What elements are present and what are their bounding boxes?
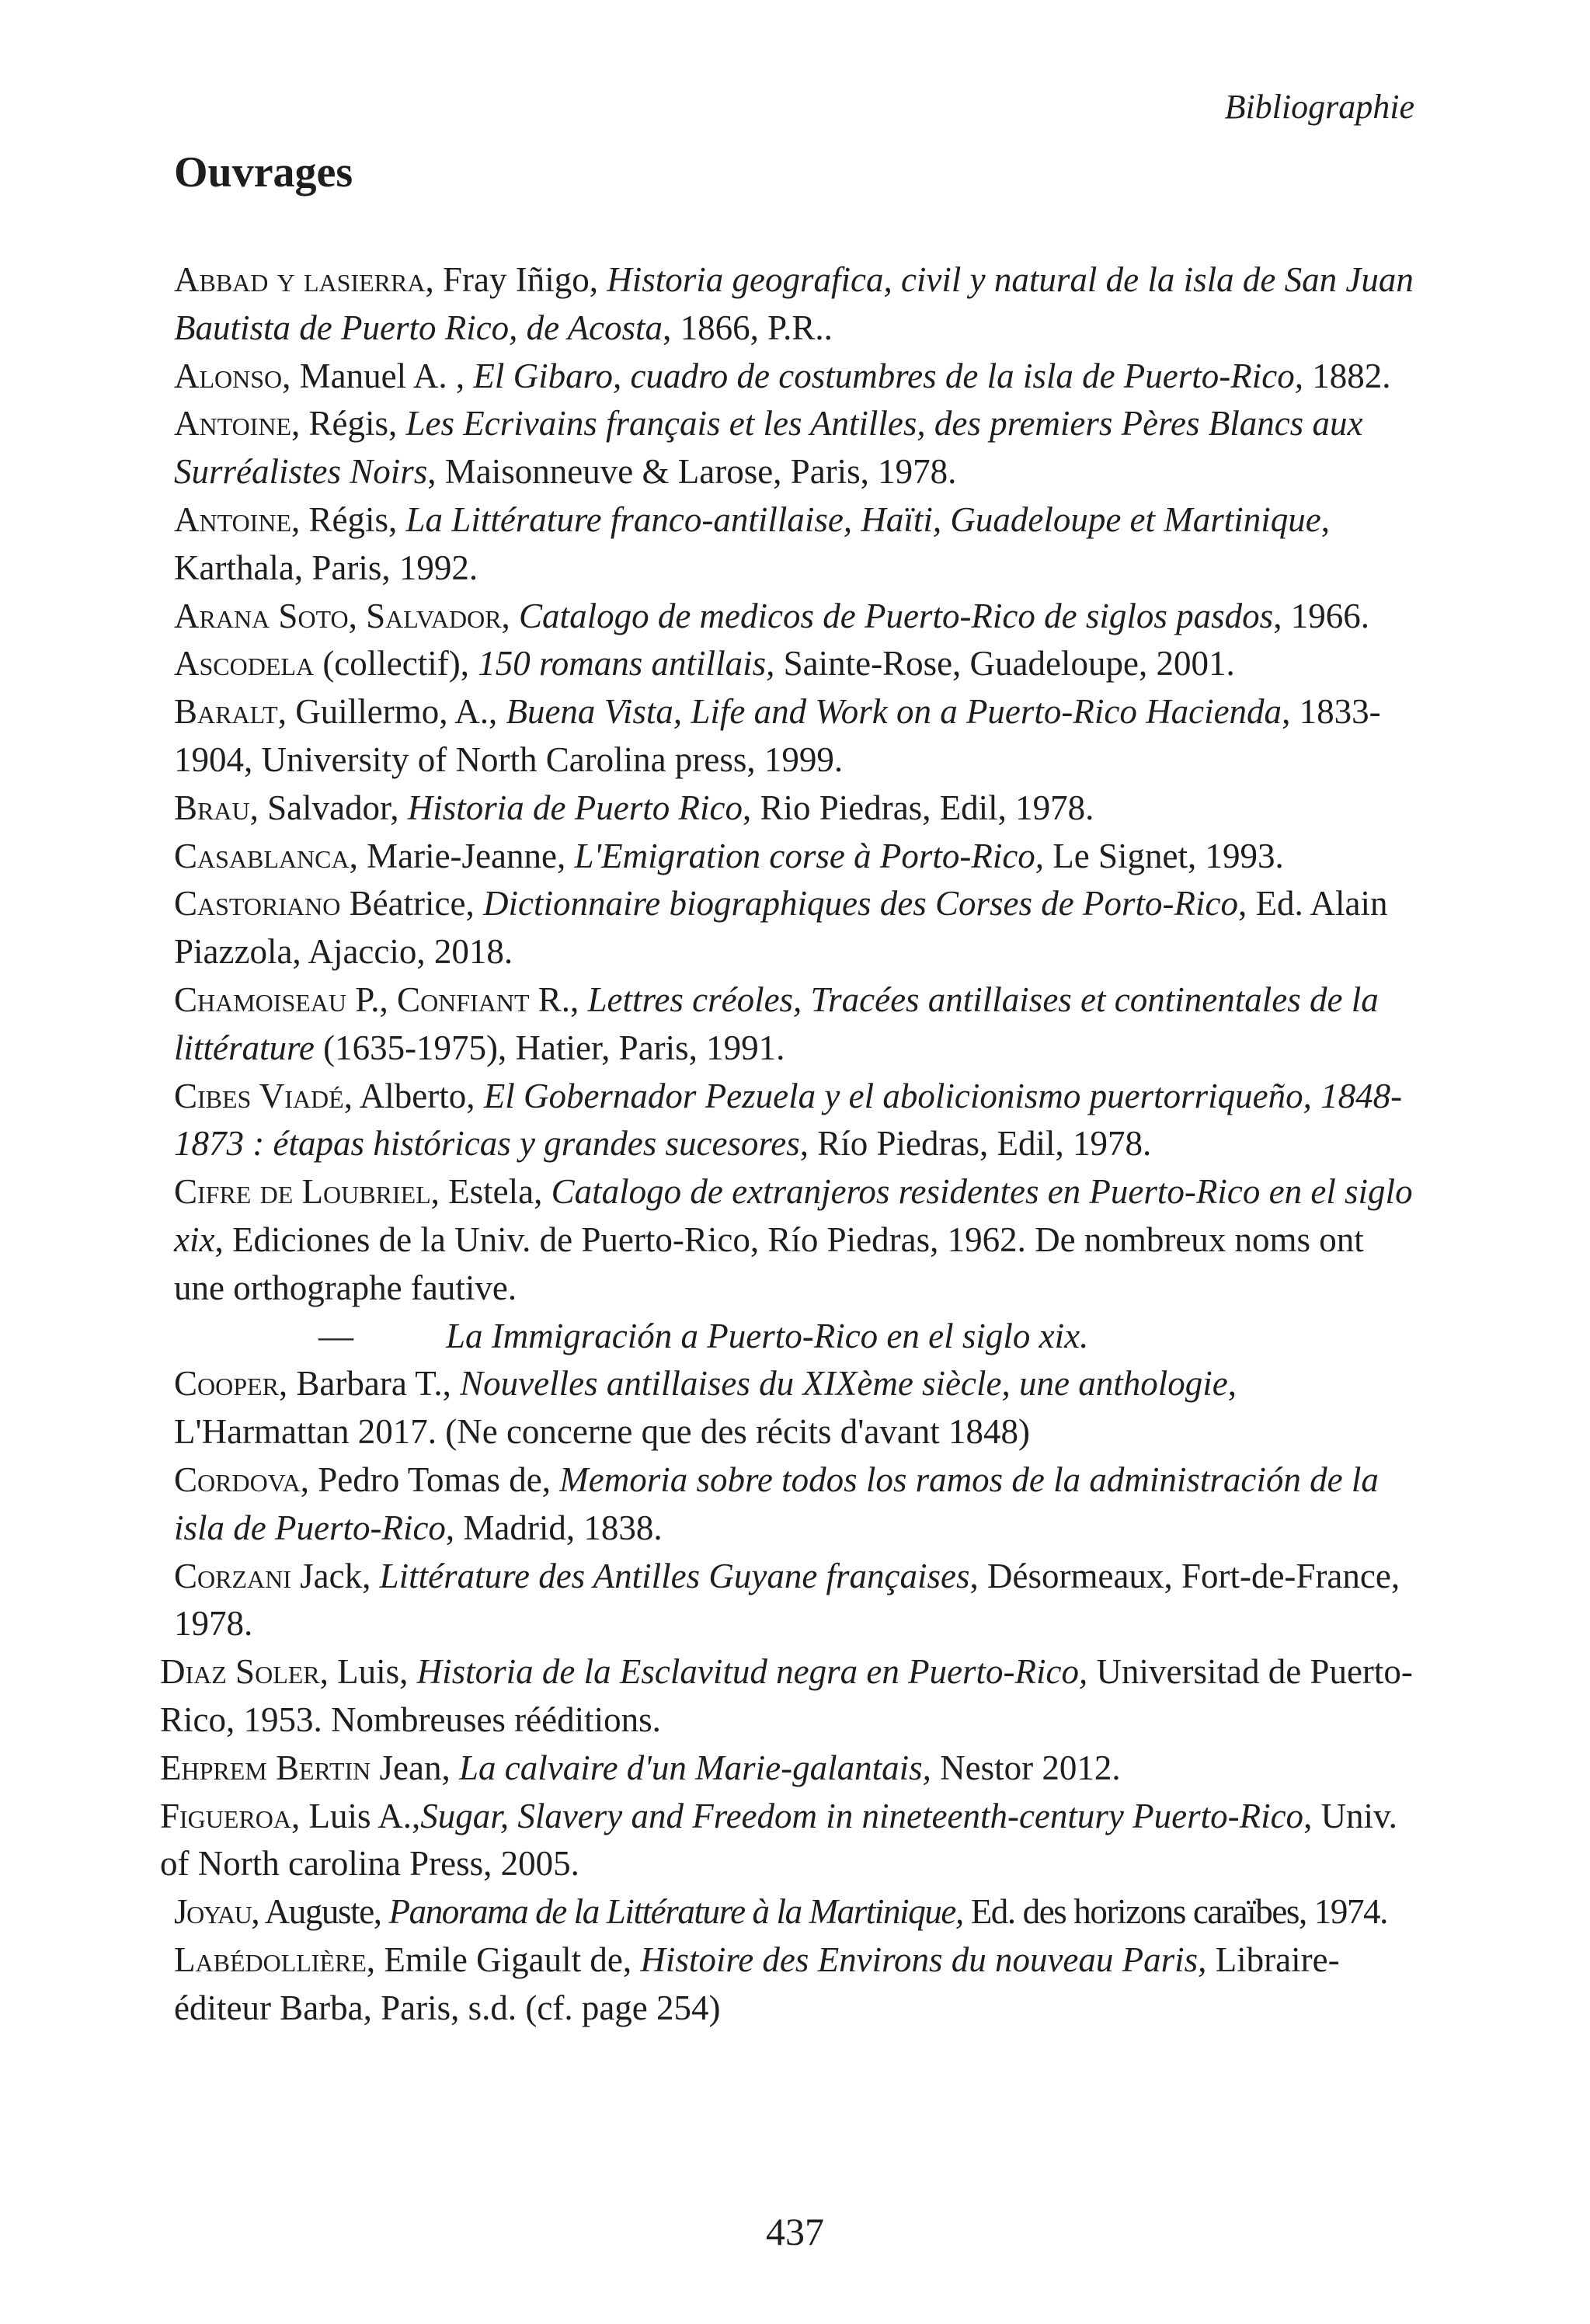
bibliography-entry — [174, 1456, 1417, 1553]
entry-title: La Immigración a Puerto-Rico en el siglo xix. — [446, 1316, 1089, 1355]
entry-title: Historia de Puerto Rico — [407, 788, 743, 827]
entry-author: Abbad y lasierra — [174, 260, 426, 299]
page-number: 437 — [766, 2210, 824, 2253]
entry-author: Arana Soto, Salvador — [174, 596, 502, 635]
entry-text: Universitad de Puerto-Rico, 1953. Nombreuses rééditions. — [160, 1652, 1413, 1739]
entry-title: Historia geografica, civil y natural de la isla de San Juan Bautista de Puerto Rico, de Acosta — [174, 260, 1414, 347]
entry-author: Diaz Soler — [160, 1652, 320, 1692]
entry-title: Memoria sobre todos los ramos de la administración de la isla de Puerto-Rico — [174, 1459, 1379, 1547]
entry-text: , 1833-1904, University of North Carolina press, 1999. — [174, 692, 1381, 779]
entry-author: Baralt — [174, 692, 278, 732]
entry-author: Figueroa — [160, 1796, 292, 1835]
entry-title: Lettres créoles, Tracées antillaises et continentales de la littérature — [174, 979, 1379, 1067]
entry-text: , Régis, — [291, 404, 406, 444]
entry-title: El Gobernador Pezuela y el abolicionismo puertorriqueño, 1848-1873 : étapas históricas y grandes sucesores — [174, 1076, 1403, 1164]
bibliography-entry — [174, 1360, 1417, 1456]
repeat-author-dash: — — [318, 1316, 353, 1355]
entry-author: Castoriano — [174, 884, 341, 924]
entry-text: , — [501, 596, 520, 635]
entry-author: Chamoiseau P., Confiant R. — [174, 979, 571, 1019]
entry-text: , Karthala, Paris, 1992. — [174, 499, 1331, 587]
entry-text: Jean, — [371, 1748, 460, 1787]
entry-text: Libraire-éditeur Barba, Paris, s.d. (cf. page 254) — [174, 1940, 1340, 2027]
entry-author: Casablanca — [174, 836, 350, 875]
entry-text: 1882. — [1303, 356, 1391, 395]
entry-author: Alonso — [174, 356, 283, 395]
entry-text: Béatrice, — [340, 884, 483, 924]
entry-author: Cordova — [174, 1459, 301, 1499]
entry-title: Buena Vista, Life and Work on a Puerto-Rico Hacienda — [506, 692, 1282, 732]
bibliography-entry — [174, 1073, 1417, 1169]
entry-title: Catalogo de extranjeros residentes en Puerto-Rico en el siglo xix — [174, 1172, 1413, 1259]
entry-text: (1635-1975), Hatier, Paris, 1991. — [314, 1028, 785, 1067]
entry-author: Cibes Viadé — [174, 1076, 344, 1115]
entry-text: , Estela, — [430, 1172, 551, 1212]
bibliography-entry — [174, 353, 1417, 401]
section-title: Ouvrages — [174, 148, 353, 197]
entry-text: , — [570, 979, 588, 1019]
entry-title: La Littérature franco-antillaise, Haïti, Guadeloupe et Martinique — [405, 499, 1321, 539]
entry-author: Antoine — [174, 404, 291, 444]
entry-title: Panorama de la Littérature à la Martinique, — [388, 1892, 963, 1932]
entry-text: , Marie-Jeanne, — [349, 836, 575, 875]
entry-text: , Désormeaux, Fort-de-France, 1978. — [174, 1556, 1400, 1644]
bibliography-entry — [174, 1553, 1417, 1649]
bibliography-entry — [174, 256, 1417, 353]
entry-text: , Auguste, — [251, 1892, 389, 1932]
entry-text: Nestor 2012. — [931, 1748, 1121, 1787]
entry-text: , Manuel A. , — [282, 356, 474, 395]
entry-text: , Maisonneuve & Larose, Paris, 1978. — [427, 452, 957, 492]
bibliography-entry — [174, 880, 1417, 976]
entry-text: , Rio Piedras, Edil, 1978. — [742, 788, 1094, 827]
entry-title: El Gibaro, cuadro de costumbres de la isla de Puerto-Rico, — [473, 356, 1303, 395]
bibliography-entry — [174, 688, 1417, 785]
entry-title: Catalogo de medicos de Puerto-Rico de siglos pasdos — [519, 596, 1274, 635]
entry-title: Sugar, Slavery and Freedom in nineteenth-century Puerto-Rico — [420, 1796, 1304, 1835]
entry-author: Antoine — [174, 499, 291, 539]
bibliography-entry — [174, 1313, 1417, 1361]
entry-title: 150 romans antillais, — [478, 644, 775, 684]
bibliography-list — [160, 256, 1417, 2032]
entry-text: , Luis A., — [291, 1796, 421, 1835]
entry-title: Littérature des Antilles Guyane françaises — [379, 1556, 970, 1595]
entry-text: , Emile Gigault de, — [366, 1940, 641, 1979]
bibliography-entry — [160, 1648, 1417, 1745]
entry-text: , Ediciones de la Univ. de Puerto-Rico, Río Piedras, 1962. De nombreux noms ont une orthographe fautive. — [174, 1219, 1364, 1307]
bibliography-entry — [174, 976, 1417, 1073]
entry-author: Ascodela — [174, 644, 315, 684]
entry-author: Labédollière — [174, 1940, 367, 1979]
bibliography-entry — [174, 1888, 1417, 1936]
entry-text: Jack, — [291, 1556, 380, 1595]
entry-text: , Régis, — [291, 499, 406, 539]
entry-text: , 1966. — [1273, 596, 1369, 635]
bibliography-entry — [160, 1793, 1417, 1889]
entry-text: , L'Harmattan 2017. (Ne concerne que des récits d'avant 1848) — [174, 1364, 1237, 1452]
entry-text: , 1866, P.R.. — [663, 308, 833, 347]
bibliography-entry — [174, 640, 1417, 688]
entry-text: Sainte-Rose, Guadeloupe, 2001. — [774, 644, 1235, 684]
entry-author: Joyau — [174, 1892, 252, 1932]
entry-text: Le Signet, 1993. — [1044, 836, 1284, 875]
entry-text: (collectif), — [314, 644, 478, 684]
bibliography-entry — [174, 1936, 1417, 2033]
entry-text: , Univ. of North carolina Press, 2005. — [160, 1796, 1397, 1884]
entry-text: , Salvador, — [249, 788, 408, 827]
entry-text: , Madrid, 1838. — [445, 1508, 663, 1547]
running-head: Bibliographie — [1224, 88, 1414, 126]
entry-text: , Pedro Tomas de, — [300, 1459, 560, 1499]
entry-title: Les Ecrivains français et les Antilles, des premiers Pères Blancs aux Surréalistes Noirs — [174, 404, 1363, 492]
entry-author: Ehprem Bertin — [160, 1748, 371, 1787]
bibliography-entry — [174, 400, 1417, 496]
entry-text: , Ed. Alain Piazzola, Ajaccio, 2018. — [174, 884, 1388, 972]
entry-text: , Guillermo, A., — [277, 692, 506, 732]
entry-text: , Luis, — [319, 1652, 417, 1692]
entry-title: Nouvelles antillaises du XIXème siècle, une anthologie — [460, 1364, 1228, 1404]
bibliography-entry — [174, 1168, 1417, 1312]
entry-title: L'Emigration corse à Porto-Rico, — [574, 836, 1045, 875]
bibliography-entry — [174, 496, 1417, 593]
bibliography-entry — [174, 833, 1417, 881]
bibliography-entry — [174, 785, 1417, 833]
entry-author: Cifre de Loubriel — [174, 1172, 431, 1212]
entry-author: Corzani — [174, 1556, 291, 1595]
entry-text: Ed. des horizons caraïbes, 1974. — [962, 1892, 1387, 1932]
bibliography-entry — [160, 1745, 1417, 1793]
entry-author: Brau — [174, 788, 250, 827]
entry-text: , Alberto, — [343, 1076, 484, 1115]
entry-title: Dictionnaire biographiques des Corses de Porto-Rico — [482, 884, 1238, 924]
entry-text: , Barbara T., — [278, 1364, 461, 1404]
entry-text: , Río Piedras, Edil, 1978. — [799, 1124, 1152, 1164]
entry-text: , Fray Iñigo, — [425, 260, 607, 299]
entry-title: La calvaire d'un Marie-galantais, — [459, 1748, 931, 1787]
entry-author: Cooper — [174, 1364, 279, 1404]
bibliography-entry — [174, 593, 1417, 641]
entry-title: Histoire des Environs du nouveau Paris, — [640, 1940, 1207, 1979]
entry-title: Historia de la Esclavitud negra en Puerto-Rico, — [416, 1652, 1088, 1692]
